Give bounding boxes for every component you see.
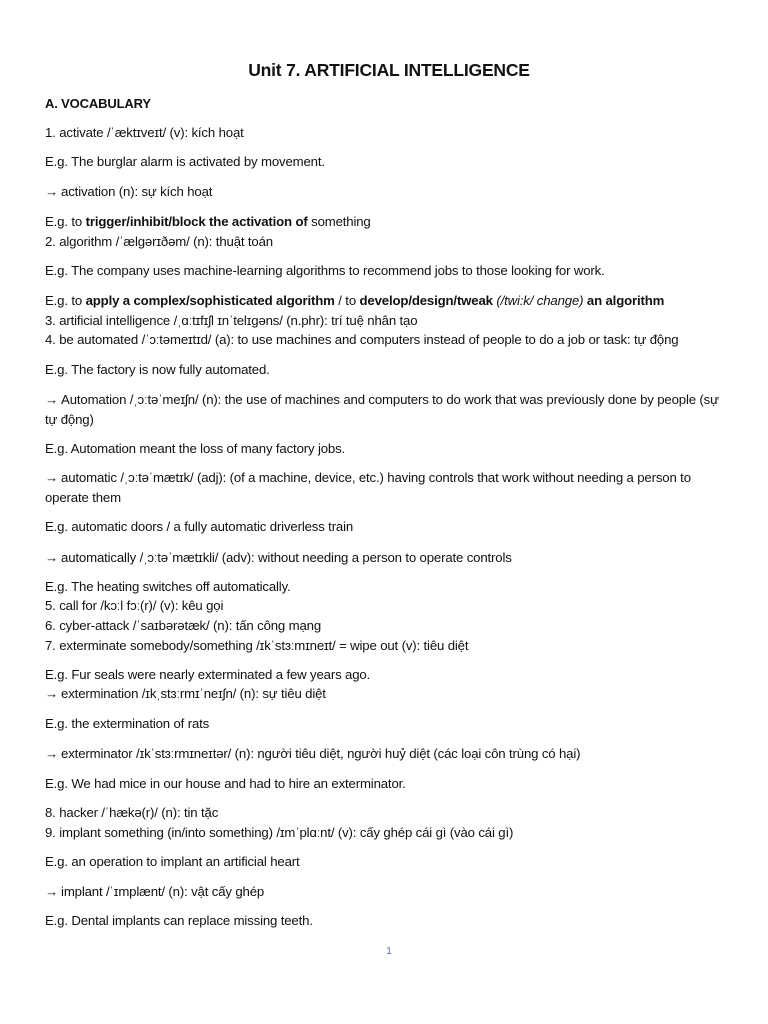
example-sentence: E.g. automatic doors / a fully automatic driverless train: [45, 519, 354, 534]
example-sentence: E.g. The company uses machine-learning algorithms to recommend jobs to those looking for work.: [45, 263, 605, 278]
derived-entry-implant-noun: → implant /ˈɪmplænt/ (n): vật cấy ghép: [45, 882, 264, 902]
example-sentence: E.g. Dental implants can replace missing teeth.: [45, 913, 313, 928]
arrow-icon: →: [45, 686, 59, 701]
arrow-icon: →: [45, 550, 59, 565]
example-sentence: E.g. Fur seals were nearly exterminated a few years ago.: [45, 667, 371, 682]
vocab-entry-exterminate: 7. exterminate somebody/something /ɪkˈstɜːmɪneɪt/ = wipe out (v): tiêu diệt: [45, 638, 469, 653]
vocab-entry-call-for: 5. call for /kɔːl fɔː(r)/ (v): kêu gọi: [45, 598, 224, 613]
derived-entry-exterminator: → exterminator /ɪkˈstɜːrmɪneɪtər/ (n): người tiêu diệt, người huỷ diệt (các loại côn trùng có hại): [45, 744, 580, 764]
collocation-example: E.g. to trigger/inhibit/block the activation of something: [45, 214, 371, 229]
vocab-entry-implant-verb: 9. implant something (in/into something) /ɪmˈplɑːnt/ (v): cấy ghép cái gì (vào cái gì): [45, 825, 514, 840]
vocab-entry-cyber-attack: 6. cyber-attack /ˈsaɪbərətæk/ (n): tấn công mạng: [45, 618, 322, 633]
example-sentence: E.g. an operation to implant an artificial heart: [45, 854, 300, 869]
arrow-icon: →: [45, 470, 59, 485]
example-sentence: E.g. The heating switches off automatically.: [45, 579, 291, 594]
vocab-entry-hacker: 8. hacker /ˈhækə(r)/ (n): tin tặc: [45, 805, 219, 820]
example-sentence: E.g. Automation meant the loss of many factory jobs.: [45, 441, 346, 456]
page-title: Unit 7. ARTIFICIAL INTELLIGENCE: [248, 60, 530, 80]
vocab-entry-be-automated: 4. be automated /ˈɔːtəmeɪtɪd/ (a): to use machines and computers instead of people to do a job or task: tự động: [45, 332, 679, 347]
derived-entry-automation: → Automation /ˌɔːtəˈmeɪʃn/ (n): the use of machines and computers to do work that was previously done by people (sự tự động): [45, 392, 719, 427]
arrow-icon: →: [45, 184, 59, 199]
example-sentence: E.g. The factory is now fully automated.: [45, 362, 270, 377]
vocab-entry-activate: 1. activate /ˈæktɪveɪt/ (v): kích hoạt: [45, 125, 244, 140]
derived-entry-extermination: → extermination /ɪkˌstɜːrmɪˈneɪʃn/ (n): sự tiêu diệt: [45, 684, 326, 704]
arrow-icon: →: [45, 392, 59, 407]
vocab-entry-artificial-intelligence: 3. artificial intelligence /ˌɑːtɪfɪʃl ɪnˈtelɪgəns/ (n.phr): trí tuệ nhân tạo: [45, 313, 418, 328]
example-sentence: E.g. the extermination of rats: [45, 716, 210, 731]
example-sentence: E.g. We had mice in our house and had to hire an exterminator.: [45, 776, 406, 791]
example-sentence: E.g. The burglar alarm is activated by movement.: [45, 154, 325, 169]
arrow-icon: →: [45, 884, 59, 899]
vocab-entry-algorithm: 2. algorithm /ˈælgərɪðəm/ (n): thuật toán: [45, 234, 273, 249]
arrow-icon: →: [45, 746, 59, 761]
derived-entry-activation: → activation (n): sự kích hoạt: [45, 182, 212, 202]
page-number: 1: [386, 946, 392, 957]
derived-entry-automatic: → automatic /ˌɔːtəˈmætɪk/ (adj): (of a machine, device, etc.) having controls that work without needing a person to operate them: [45, 470, 691, 505]
section-heading: A. VOCABULARY: [45, 96, 151, 111]
collocation-example: E.g. to apply a complex/sophisticated algorithm / to develop/design/tweak (/twi:k/ change) an algorithm: [45, 293, 665, 308]
derived-entry-automatically: → automatically /ˌɔːtəˈmætɪkli/ (adv): without needing a person to operate controls: [45, 548, 512, 568]
